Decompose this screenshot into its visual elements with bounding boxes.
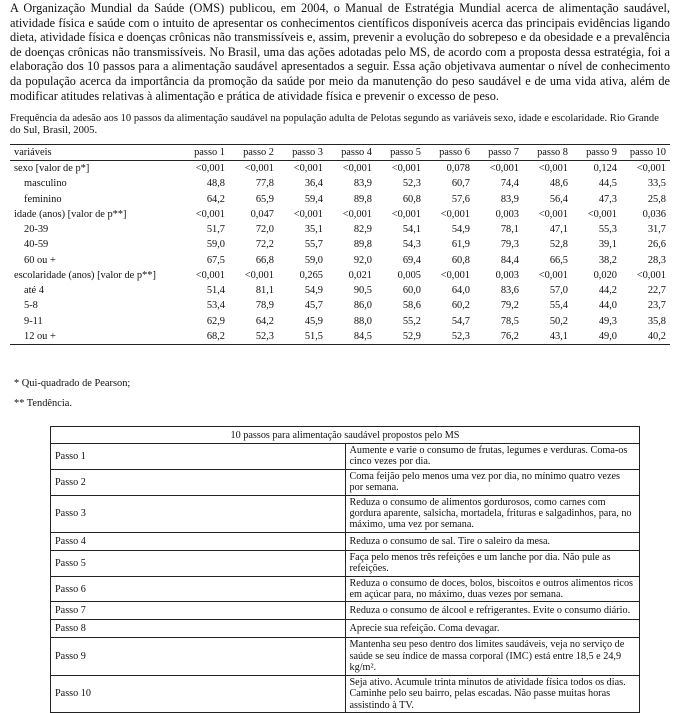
cell-value: 58,6 xyxy=(402,300,421,312)
cell-value: 52,3 xyxy=(451,331,470,343)
footnote-pearson: * Qui-quadrado de Pearson; xyxy=(14,378,131,389)
cell-value: 51,7 xyxy=(206,223,225,235)
cell-value: 54,7 xyxy=(451,315,470,327)
cell-value: 54,1 xyxy=(402,223,421,235)
cell-value: 25,8 xyxy=(647,193,666,205)
cell-value: 0,003 xyxy=(495,269,519,281)
cell-value: 66,5 xyxy=(549,254,568,266)
cell-value: 77,8 xyxy=(255,178,274,190)
cell-value: 64,2 xyxy=(255,315,274,327)
cell-value: 45,9 xyxy=(304,315,323,327)
cell-value: <0,001 xyxy=(342,208,372,220)
table-row xyxy=(10,192,670,207)
cell-value: 59,0 xyxy=(206,239,225,251)
row-label: idade (anos) [valor de p**] xyxy=(14,208,127,220)
cell-value: 78,9 xyxy=(255,300,274,312)
cell-value: 64,0 xyxy=(451,284,470,296)
cell-value: 78,5 xyxy=(500,315,519,327)
cell-value: 0,265 xyxy=(299,269,323,281)
cell-value: <0,001 xyxy=(391,208,421,220)
cell-value: <0,001 xyxy=(293,208,323,220)
row-label: até 4 xyxy=(24,284,44,296)
cell-value: 26,6 xyxy=(647,239,666,251)
cell-value: 59,4 xyxy=(304,193,323,205)
cell-value: 40,2 xyxy=(647,331,666,343)
cell-value: 90,5 xyxy=(353,284,372,296)
cell-value: 0,124 xyxy=(593,163,617,175)
cell-value: 78,1 xyxy=(500,223,519,235)
cell-value: 52,9 xyxy=(402,331,421,343)
step-description: Reduza o consumo de álcool e refrigerantes. Evite o consumo diário. xyxy=(345,602,640,620)
cell-value: 83,9 xyxy=(500,193,519,205)
cell-value: 44,2 xyxy=(598,284,617,296)
cell-value: 83,6 xyxy=(500,284,519,296)
cell-value: <0,001 xyxy=(342,163,372,175)
table-header-row xyxy=(10,145,670,161)
row-label: 5-8 xyxy=(24,300,38,312)
cell-value: 52,3 xyxy=(402,178,421,190)
cell-value: 50,2 xyxy=(549,315,568,327)
cell-value: 36,4 xyxy=(304,178,323,190)
cell-value: 33,5 xyxy=(647,178,666,190)
cell-value: 56,4 xyxy=(549,193,568,205)
cell-value: <0,001 xyxy=(538,163,568,175)
cell-value: <0,001 xyxy=(489,163,519,175)
header-step-4: passo 4 xyxy=(341,147,372,159)
intro-paragraph: A Organização Mundial da Saúde (OMS) publicou, em 2004, o Manual de Estratégia Mundial acerca de alimentação saudável, atividade física e saúde com o intuito de apresentar os conhecimentos científicos disponíveis acerca das principais evidências ligando dieta, atividade física e doenças crônicas não transmissíveis e, assim, prevenir a evolução do sobrepeso e da obesidade e a prevalência de doenças crônicas não transmissíveis. No Brasil, uma das ações adotadas pelo MS, de acordo com a proposta dessa estratégia, foi a elaboração dos 10 passos para a alimentação saudável apresentados a seguir. Essa ação objetivava aumentar o nível de conhecimento da população acerca da importância da promoção da saúde por meio da manutenção do peso saudável e de uma vida ativa, além de modificar atitudes relativas à alimentação e prática de atividade física e prevenir o excesso de peso. xyxy=(10,1,670,103)
step-row xyxy=(51,576,640,602)
cell-value: <0,001 xyxy=(195,269,225,281)
step-row xyxy=(51,550,640,576)
step-label: Passo 3 xyxy=(51,495,346,532)
cell-value: 84,4 xyxy=(500,254,519,266)
cell-value: <0,001 xyxy=(440,269,470,281)
table-row xyxy=(10,329,670,345)
cell-value: <0,001 xyxy=(391,163,421,175)
cell-value: 0,078 xyxy=(446,163,470,175)
cell-value: 44,0 xyxy=(598,300,617,312)
step-label: Passo 9 xyxy=(51,638,346,675)
step-description: Coma feijão pelo menos uma vez por dia, no mínimo quatro vezes por semana. xyxy=(345,469,640,495)
row-label: feminino xyxy=(24,193,62,205)
row-label: escolaridade (anos) [valor de p**] xyxy=(14,269,156,281)
step-row xyxy=(51,495,640,532)
cell-value: 31,7 xyxy=(647,223,666,235)
cell-value: 89,8 xyxy=(353,239,372,251)
cell-value: 61,9 xyxy=(451,239,470,251)
cell-value: <0,001 xyxy=(195,208,225,220)
ten-steps-table xyxy=(50,426,640,713)
cell-value: 79,2 xyxy=(500,300,519,312)
header-variables: variáveis xyxy=(14,147,52,159)
cell-value: 54,3 xyxy=(402,239,421,251)
cell-value: 39,1 xyxy=(598,239,617,251)
cell-value: 48,8 xyxy=(206,178,225,190)
cell-value: <0,001 xyxy=(538,269,568,281)
table-row xyxy=(10,222,670,237)
row-label: 9-11 xyxy=(24,315,43,327)
table-row xyxy=(10,298,670,313)
table-row xyxy=(10,314,670,329)
cell-value: 84,5 xyxy=(353,331,372,343)
table-caption: Frequência da adesão aos 10 passos da alimentação saudável na população adulta de Pelotas segundo as variáveis sexo, idade e escolaridade. Rio Grande do Sul, Brasil, 2005. xyxy=(10,113,659,137)
table-group-row xyxy=(10,207,670,222)
step-label: Passo 7 xyxy=(51,602,346,620)
cell-value: 62,9 xyxy=(206,315,225,327)
header-step-8: passo 8 xyxy=(537,147,568,159)
header-step-1: passo 1 xyxy=(194,147,225,159)
cell-value: 59,0 xyxy=(304,254,323,266)
cell-value: 83,9 xyxy=(353,178,372,190)
table-row xyxy=(10,237,670,252)
step-label: Passo 2 xyxy=(51,469,346,495)
step-description: Mantenha seu peso dentro dos limites saudáveis, veja no serviço de saúde se seu índice de massa corporal (IMC) está entre 18,5 e 24,9 kg/m². xyxy=(345,638,640,675)
table-row xyxy=(10,253,670,268)
step-label: Passo 10 xyxy=(51,675,346,712)
row-label: 12 ou + xyxy=(24,331,56,343)
adherence-table xyxy=(10,144,670,345)
header-step-6: passo 6 xyxy=(439,147,470,159)
cell-value: 51,4 xyxy=(206,284,225,296)
step-label: Passo 8 xyxy=(51,620,346,638)
cell-value: <0,001 xyxy=(440,208,470,220)
step-label: Passo 6 xyxy=(51,576,346,602)
cell-value: 66,8 xyxy=(255,254,274,266)
row-label: sexo [valor de p*] xyxy=(14,163,90,175)
cell-value: 52,8 xyxy=(549,239,568,251)
cell-value: 47,1 xyxy=(549,223,568,235)
cell-value: 68,2 xyxy=(206,331,225,343)
cell-value: 55,7 xyxy=(304,239,323,251)
cell-value: 22,7 xyxy=(647,284,666,296)
row-label: 40-59 xyxy=(24,239,49,251)
cell-value: 54,9 xyxy=(451,223,470,235)
cell-value: 79,3 xyxy=(500,239,519,251)
header-step-10: passo 10 xyxy=(629,147,666,159)
cell-value: 55,4 xyxy=(549,300,568,312)
cell-value: 67,5 xyxy=(206,254,225,266)
step-row xyxy=(51,638,640,675)
step-label: Passo 1 xyxy=(51,444,346,470)
header-step-2: passo 2 xyxy=(243,147,274,159)
cell-value: 55,2 xyxy=(402,315,421,327)
cell-value: 57,6 xyxy=(451,193,470,205)
cell-value: 47,3 xyxy=(598,193,617,205)
row-label: masculino xyxy=(24,178,67,190)
cell-value: 60,8 xyxy=(402,193,421,205)
table-row xyxy=(10,176,670,191)
cell-value: 65,9 xyxy=(255,193,274,205)
cell-value: <0,001 xyxy=(636,269,666,281)
cell-value: <0,001 xyxy=(538,208,568,220)
cell-value: <0,001 xyxy=(195,163,225,175)
step-description: Reduza o consumo de alimentos gordurosos, como carnes com gordura aparente, salsicha, mortadela, frituras e salgadinhos, para, no máximo, uma vez por semana. xyxy=(345,495,640,532)
step-row xyxy=(51,469,640,495)
cell-value: 81,1 xyxy=(255,284,274,296)
step-label: Passo 4 xyxy=(51,532,346,550)
cell-value: <0,001 xyxy=(244,163,274,175)
cell-value: 0,021 xyxy=(348,269,372,281)
table-row xyxy=(10,283,670,298)
cell-value: 60,8 xyxy=(451,254,470,266)
ten-steps-body xyxy=(51,444,640,713)
cell-value: 89,8 xyxy=(353,193,372,205)
cell-value: 45,7 xyxy=(304,300,323,312)
cell-value: 54,9 xyxy=(304,284,323,296)
cell-value: 43,1 xyxy=(549,331,568,343)
cell-value: 72,2 xyxy=(255,239,274,251)
cell-value: 0,003 xyxy=(495,208,519,220)
cell-value: 82,9 xyxy=(353,223,372,235)
cell-value: 0,036 xyxy=(642,208,666,220)
row-label: 20-39 xyxy=(24,223,49,235)
step-description: Faça pelo menos três refeições e um lanche por dia. Não pule as refeições. xyxy=(345,550,640,576)
step-description: Aprecie sua refeição. Coma devagar. xyxy=(345,620,640,638)
step-label: Passo 5 xyxy=(51,550,346,576)
cell-value: 55,3 xyxy=(598,223,617,235)
cell-value: <0,001 xyxy=(587,208,617,220)
cell-value: 53,4 xyxy=(206,300,225,312)
cell-value: 60,0 xyxy=(402,284,421,296)
cell-value: 69,4 xyxy=(402,254,421,266)
step-description: Seja ativo. Acumule trinta minutos de atividade física todos os dias. Caminhe pelo seu bairro, pelas escadas. Não passe muitas horas assistindo à TV. xyxy=(345,675,640,712)
cell-value: 64,2 xyxy=(206,193,225,205)
cell-value: 0,047 xyxy=(250,208,274,220)
cell-value: 74,4 xyxy=(500,178,519,190)
cell-value: 72,0 xyxy=(255,223,274,235)
table-group-row xyxy=(10,161,670,176)
cell-value: 35,8 xyxy=(647,315,666,327)
table-group-row xyxy=(10,268,670,283)
cell-value: 23,7 xyxy=(647,300,666,312)
cell-value: 35,1 xyxy=(304,223,323,235)
step-description: Reduza o consumo de sal. Tire o saleiro da mesa. xyxy=(345,532,640,550)
step-row xyxy=(51,444,640,470)
cell-value: 28,3 xyxy=(647,254,666,266)
row-label: 60 ou + xyxy=(24,254,56,266)
cell-value: 0,005 xyxy=(397,269,421,281)
cell-value: 92,0 xyxy=(353,254,372,266)
step-row xyxy=(51,620,640,638)
footnote-trend: ** Tendência. xyxy=(14,398,72,409)
cell-value: 86,0 xyxy=(353,300,372,312)
cell-value: <0,001 xyxy=(636,163,666,175)
cell-value: 52,3 xyxy=(255,331,274,343)
cell-value: 44,5 xyxy=(598,178,617,190)
step-row xyxy=(51,675,640,712)
cell-value: 88,0 xyxy=(353,315,372,327)
cell-value: 60,2 xyxy=(451,300,470,312)
step-description: Reduza o consumo de doces, bolos, biscoitos e outros alimentos ricos em açúcar para, no máximo, duas vezes por semana. xyxy=(345,576,640,602)
cell-value: 49,3 xyxy=(598,315,617,327)
step-row xyxy=(51,602,640,620)
ten-steps-title: 10 passos para alimentação saudável propostos pelo MS xyxy=(51,427,640,444)
header-step-7: passo 7 xyxy=(488,147,519,159)
cell-value: 0,020 xyxy=(593,269,617,281)
table-body xyxy=(10,161,670,345)
cell-value: 60,7 xyxy=(451,178,470,190)
step-description: Aumente e varie o consumo de frutas, legumes e verduras. Coma-os cinco vezes por dia. xyxy=(345,444,640,470)
cell-value: 49,0 xyxy=(598,331,617,343)
cell-value: 48,6 xyxy=(549,178,568,190)
cell-value: 38,2 xyxy=(598,254,617,266)
header-step-3: passo 3 xyxy=(292,147,323,159)
cell-value: 57,0 xyxy=(549,284,568,296)
cell-value: <0,001 xyxy=(244,269,274,281)
header-step-9: passo 9 xyxy=(586,147,617,159)
cell-value: 51,5 xyxy=(304,331,323,343)
header-step-5: passo 5 xyxy=(390,147,421,159)
cell-value: <0,001 xyxy=(293,163,323,175)
step-row xyxy=(51,532,640,550)
cell-value: 76,2 xyxy=(500,331,519,343)
